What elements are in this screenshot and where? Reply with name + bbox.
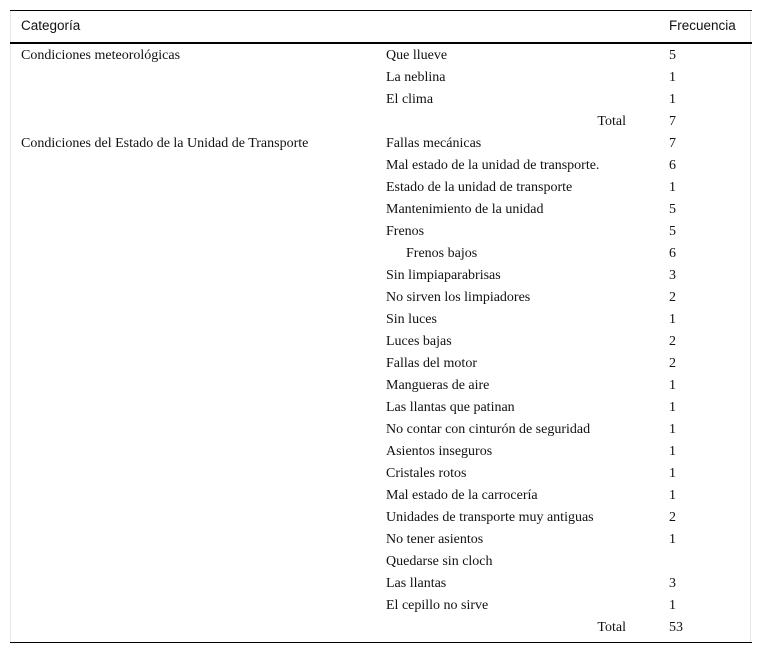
table-row [0, 529, 763, 551]
item-cell: Mantenimiento de la unidad [386, 202, 544, 217]
frequency-cell: 3 [669, 268, 676, 283]
frequency-cell: 2 [669, 334, 676, 349]
header-category: Categoría [21, 18, 81, 33]
frequency-cell: 1 [669, 422, 676, 437]
item-cell: Que llueve [386, 48, 448, 63]
frequency-cell: 5 [669, 202, 676, 217]
item-cell: Sin luces [386, 312, 437, 327]
table-row [0, 551, 763, 573]
item-cell: Las llantas [386, 576, 447, 591]
frequency-cell: 1 [669, 532, 676, 547]
table-row [0, 221, 763, 243]
item-cell: Fallas del motor [386, 356, 477, 371]
table-row [0, 287, 763, 309]
frequency-cell: 1 [669, 400, 676, 415]
frequency-cell: 5 [669, 224, 676, 239]
item-cell: Frenos [386, 224, 425, 239]
item-cell: El cepillo no sirve [386, 598, 489, 613]
item-cell: Mal estado de la unidad de transporte. [386, 158, 600, 173]
table-bottom-rule [10, 642, 752, 643]
table-row [0, 243, 763, 265]
table-row [0, 133, 763, 155]
item-cell: Quedarse sin cloch [386, 554, 493, 569]
table-row [0, 507, 763, 529]
table-row [0, 463, 763, 485]
item-cell: Estado de la unidad de transporte [386, 180, 573, 195]
item-cell: Cristales rotos [386, 466, 467, 481]
table-row [0, 45, 763, 67]
item-cell: Unidades de transporte muy antiguas [386, 510, 594, 525]
frequency-cell: 3 [669, 576, 676, 591]
item-cell: Las llantas que patinan [386, 400, 515, 415]
table-row [0, 573, 763, 595]
item-cell: Asientos inseguros [386, 444, 493, 459]
table-body [0, 45, 763, 639]
total-value: 7 [669, 114, 676, 129]
item-cell: Fallas mecánicas [386, 136, 482, 151]
frequency-cell: 1 [669, 488, 676, 503]
item-cell: No tener asientos [386, 532, 484, 547]
table-row [0, 67, 763, 89]
frequency-cell: 1 [669, 180, 676, 195]
total-value: 53 [669, 620, 683, 635]
table-top-rule [10, 10, 752, 11]
table-row [0, 177, 763, 199]
table-row [0, 375, 763, 397]
table-row [0, 485, 763, 507]
table-row [0, 309, 763, 331]
frequency-cell: 1 [669, 444, 676, 459]
frequency-cell: 2 [669, 356, 676, 371]
item-cell: Luces bajas [386, 334, 452, 349]
item-cell: No sirven los limpiadores [386, 290, 531, 305]
category-cell: Condiciones meteorológicas [21, 48, 181, 63]
item-cell: Sin limpiaparabrisas [386, 268, 501, 283]
item-cell: Mal estado de la carrocería [386, 488, 538, 503]
frequency-cell: 1 [669, 598, 676, 613]
table-row [0, 595, 763, 617]
table-row [0, 265, 763, 287]
category-cell: Condiciones del Estado de la Unidad de Transporte [21, 136, 309, 151]
total-label: Total [597, 620, 626, 635]
frequency-cell: 1 [669, 466, 676, 481]
frequency-cell: 5 [669, 48, 676, 63]
table-row [0, 397, 763, 419]
total-label: Total [597, 114, 626, 129]
table-row [0, 331, 763, 353]
frequency-cell: 6 [669, 246, 676, 261]
frequency-cell: 1 [669, 70, 676, 85]
table-row [0, 441, 763, 463]
table-header-rule [10, 42, 752, 44]
frequency-cell: 2 [669, 510, 676, 525]
table-row [0, 155, 763, 177]
frequency-cell: 1 [669, 378, 676, 393]
table-row [0, 89, 763, 111]
item-cell: El clima [386, 92, 434, 107]
total-row [0, 617, 763, 639]
table-row [0, 419, 763, 441]
header-frequency: Frecuencia [669, 18, 736, 33]
item-cell: No contar con cinturón de seguridad [386, 422, 591, 437]
table-row [0, 199, 763, 221]
frequency-cell: 7 [669, 136, 676, 151]
frequency-cell: 1 [669, 312, 676, 327]
total-row [0, 111, 763, 133]
item-cell: Mangueras de aire [386, 378, 490, 393]
frequency-cell: 1 [669, 92, 676, 107]
item-cell: La neblina [386, 70, 446, 85]
frequency-cell: 6 [669, 158, 676, 173]
frequency-cell: 2 [669, 290, 676, 305]
table-row [0, 353, 763, 375]
item-cell: Frenos bajos [406, 246, 478, 261]
